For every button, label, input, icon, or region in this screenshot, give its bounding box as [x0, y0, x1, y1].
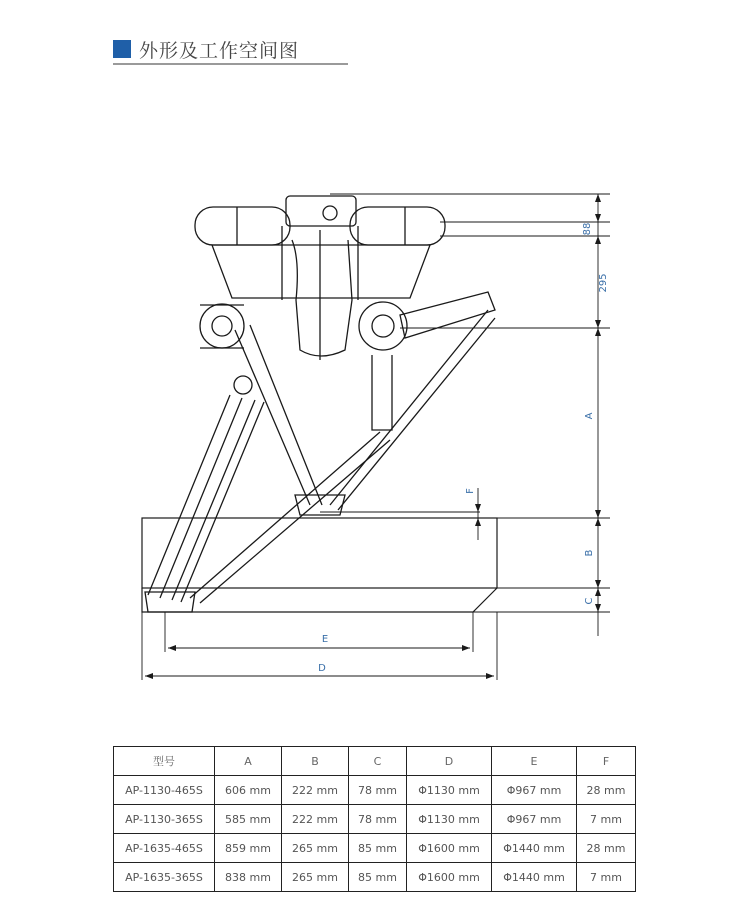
dim-label-f: F: [465, 488, 476, 494]
right-shoulder-joint: [359, 302, 407, 350]
cell-d: Φ1130 mm: [407, 776, 492, 805]
cell-d: Φ1130 mm: [407, 805, 492, 834]
cell-a: 585 mm: [215, 805, 282, 834]
cell-b: 265 mm: [282, 863, 349, 892]
cell-c: 85 mm: [349, 863, 407, 892]
cell-a: 838 mm: [215, 863, 282, 892]
cell-c: 78 mm: [349, 776, 407, 805]
cell-d: Φ1600 mm: [407, 863, 492, 892]
cell-f: 28 mm: [577, 776, 636, 805]
cell-b: 222 mm: [282, 805, 349, 834]
cell-c: 78 mm: [349, 805, 407, 834]
right-upper-arm: [400, 292, 495, 338]
dim-label-e: E: [321, 634, 329, 645]
cell-model: AP-1130-365S: [114, 805, 215, 834]
cell-e: Φ1440 mm: [492, 863, 577, 892]
table-row: [114, 776, 636, 805]
header-f: F: [577, 747, 636, 776]
header-d: D: [407, 747, 492, 776]
left-forearm-b: [172, 400, 264, 602]
spec-table: [113, 746, 636, 892]
top-cap: [286, 196, 356, 226]
dim-label-upper: 295: [598, 273, 609, 293]
cell-a: 859 mm: [215, 834, 282, 863]
dim-label-a: A: [584, 412, 595, 420]
header-a: A: [215, 747, 282, 776]
heading-title: 外形及工作空间图: [139, 40, 300, 62]
table-row: [114, 863, 636, 892]
dim-label-top: 88: [582, 222, 593, 236]
cell-e: Φ967 mm: [492, 805, 577, 834]
header-e: E: [492, 747, 577, 776]
table-header-row: [114, 747, 636, 776]
cell-e: Φ1440 mm: [492, 834, 577, 863]
header-c: C: [349, 747, 407, 776]
left-motor-cylinder: [195, 207, 290, 245]
table-row: [114, 805, 636, 834]
cell-model: AP-1130-465S: [114, 776, 215, 805]
header-model: 型号: [114, 747, 215, 776]
cell-f: 7 mm: [577, 863, 636, 892]
top-eyebolt: [323, 206, 337, 220]
dim-label-d: D: [318, 663, 326, 674]
cell-e: Φ967 mm: [492, 776, 577, 805]
cell-c: 85 mm: [349, 834, 407, 863]
left-elbow-joint: [234, 376, 252, 394]
cell-a: 606 mm: [215, 776, 282, 805]
cell-model: AP-1635-365S: [114, 863, 215, 892]
base-housing: [212, 245, 430, 298]
cell-f: 28 mm: [577, 834, 636, 863]
right-forearm: [330, 310, 495, 510]
cell-d: Φ1600 mm: [407, 834, 492, 863]
dim-label-b: B: [584, 549, 595, 557]
header-b: B: [282, 747, 349, 776]
cell-f: 7 mm: [577, 805, 636, 834]
dim-label-c: C: [584, 597, 595, 605]
cell-b: 265 mm: [282, 834, 349, 863]
end-effector-extended: [145, 592, 195, 612]
cell-b: 222 mm: [282, 776, 349, 805]
table-row: [114, 834, 636, 863]
workspace-cylinder: [142, 518, 497, 588]
cell-model: AP-1635-465S: [114, 834, 215, 863]
right-motor-cylinder: [350, 207, 445, 245]
inner-rods: [235, 325, 322, 505]
workspace-envelope: [142, 518, 497, 612]
robot-body: [145, 196, 495, 612]
front-upper-arm: [372, 355, 392, 430]
left-shoulder-joint: [200, 304, 244, 348]
